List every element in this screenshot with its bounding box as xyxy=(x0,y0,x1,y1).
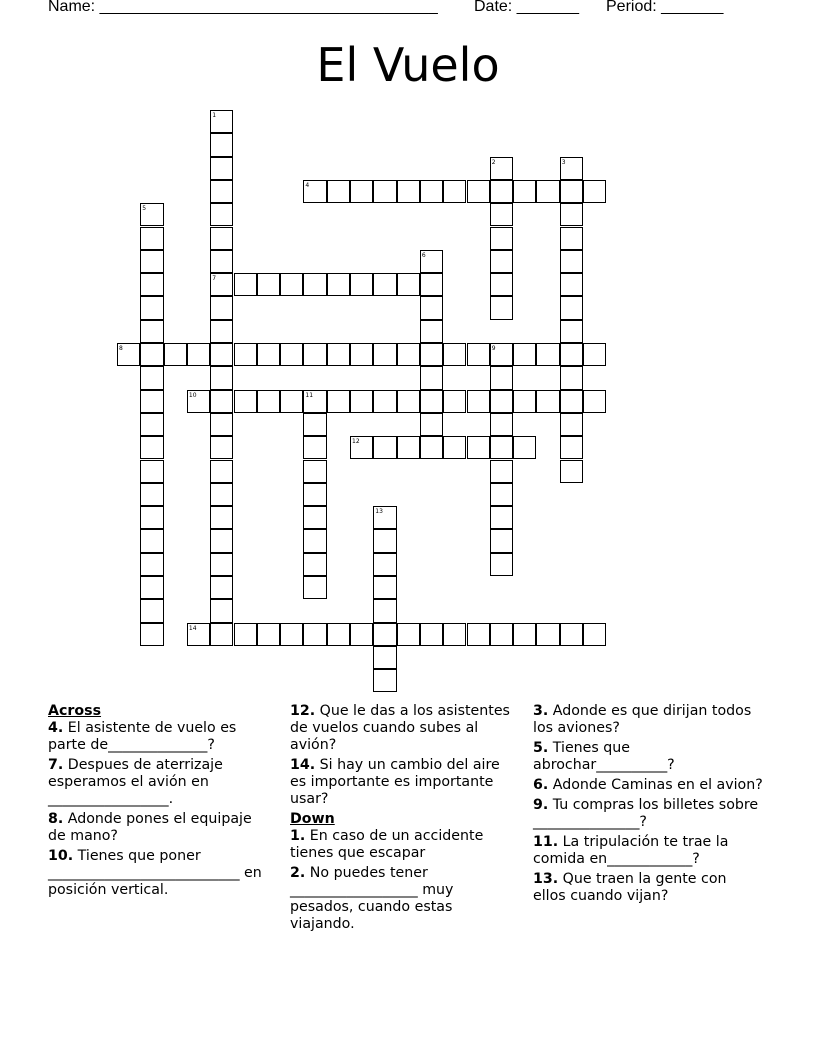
crossword-cell[interactable] xyxy=(350,390,373,413)
crossword-cell[interactable] xyxy=(350,436,373,459)
crossword-cell[interactable] xyxy=(467,180,490,203)
crossword-cell[interactable] xyxy=(490,623,513,646)
crossword-cell[interactable] xyxy=(373,390,396,413)
crossword-cell[interactable] xyxy=(210,227,233,250)
crossword-cell[interactable] xyxy=(490,390,513,413)
crossword-cell[interactable] xyxy=(140,460,163,483)
crossword-cell[interactable] xyxy=(397,390,420,413)
crossword-cell[interactable] xyxy=(490,157,513,180)
crossword-cell[interactable] xyxy=(420,623,443,646)
crossword-cell[interactable] xyxy=(560,296,583,319)
name-field-label: Name: ______________________________________ xyxy=(48,0,438,15)
crossword-cell[interactable] xyxy=(373,436,396,459)
crossword-cell[interactable] xyxy=(560,436,583,459)
clue-down-2: 2. No puedes tener __________________ muy pesados, cuando estas viajando. xyxy=(290,865,454,932)
crossword-cell[interactable] xyxy=(210,576,233,599)
crossword-cell[interactable] xyxy=(560,623,583,646)
crossword-cell[interactable] xyxy=(257,390,280,413)
crossword-cell[interactable] xyxy=(420,320,443,343)
crossword-cell[interactable] xyxy=(303,506,326,529)
crossword-cell[interactable] xyxy=(187,390,210,413)
crossword-cell[interactable] xyxy=(210,250,233,273)
crossword-cell[interactable] xyxy=(210,529,233,552)
crossword-cell[interactable] xyxy=(536,343,559,366)
crossword-cell[interactable] xyxy=(397,436,420,459)
crossword-cell[interactable] xyxy=(327,623,350,646)
crossword-cell[interactable] xyxy=(443,623,466,646)
clues-column-2 xyxy=(290,703,515,936)
crossword-cell[interactable] xyxy=(467,390,490,413)
crossword-cell[interactable] xyxy=(303,273,326,296)
clue-down-5: 5. Tienes que abrochar__________? xyxy=(533,740,675,773)
crossword-cell[interactable] xyxy=(536,390,559,413)
crossword-cell[interactable] xyxy=(140,576,163,599)
clues-column-3 xyxy=(533,703,763,908)
crossword-cell[interactable] xyxy=(397,343,420,366)
crossword-cell[interactable] xyxy=(373,273,396,296)
crossword-cell[interactable] xyxy=(280,623,303,646)
crossword-cell[interactable] xyxy=(210,343,233,366)
clue-down-9: 9. Tu compras los billetes sobre _______________? xyxy=(533,797,759,830)
crossword-cell[interactable] xyxy=(210,390,233,413)
crossword-cell[interactable] xyxy=(420,413,443,436)
crossword-cell[interactable] xyxy=(303,576,326,599)
crossword-cell[interactable] xyxy=(140,553,163,576)
crossword-cell[interactable] xyxy=(140,436,163,459)
clue-number: 1 xyxy=(212,112,217,119)
crossword-cell[interactable] xyxy=(140,296,163,319)
crossword-cell[interactable] xyxy=(560,343,583,366)
crossword-cell[interactable] xyxy=(373,623,396,646)
crossword-cell[interactable] xyxy=(420,366,443,389)
crossword-cell[interactable] xyxy=(420,250,443,273)
crossword-cell[interactable] xyxy=(420,296,443,319)
crossword-cell[interactable] xyxy=(140,203,163,226)
clue-number: 4 xyxy=(305,181,310,189)
crossword-cell[interactable] xyxy=(373,553,396,576)
crossword-cell[interactable] xyxy=(490,250,513,273)
down-heading: Down xyxy=(290,811,335,827)
crossword-cell[interactable] xyxy=(210,273,233,296)
crossword-cell[interactable] xyxy=(373,180,396,203)
crossword-cell[interactable] xyxy=(303,180,326,203)
crossword-cell[interactable] xyxy=(560,460,583,483)
crossword-cell[interactable] xyxy=(467,436,490,459)
clue-number: 11 xyxy=(305,391,314,399)
crossword-cell[interactable] xyxy=(443,343,466,366)
crossword-cell[interactable] xyxy=(513,180,536,203)
crossword-cell[interactable] xyxy=(490,296,513,319)
clue-down-1: 1. En caso de un accidente tienes que escapar xyxy=(290,828,484,861)
crossword-cell[interactable] xyxy=(560,390,583,413)
crossword-cell[interactable] xyxy=(397,623,420,646)
crossword-cell[interactable] xyxy=(490,180,513,203)
crossword-cell[interactable] xyxy=(210,436,233,459)
crossword-cell[interactable] xyxy=(140,320,163,343)
crossword-cell[interactable] xyxy=(420,343,443,366)
clue-down-6: 6. Adonde Caminas en el avion? xyxy=(533,777,763,793)
crossword-cell[interactable] xyxy=(350,623,373,646)
crossword-cell[interactable] xyxy=(536,180,559,203)
clue-number: 13 xyxy=(375,508,383,516)
crossword-cell[interactable] xyxy=(443,390,466,413)
crossword-cell[interactable] xyxy=(560,203,583,226)
crossword-cell[interactable] xyxy=(140,413,163,436)
crossword-cell[interactable] xyxy=(140,273,163,296)
crossword-cell[interactable] xyxy=(536,623,559,646)
crossword-cell[interactable] xyxy=(280,390,303,413)
crossword-cell[interactable] xyxy=(210,180,233,203)
crossword-cell[interactable] xyxy=(373,343,396,366)
crossword-cell[interactable] xyxy=(490,553,513,576)
crossword-cell[interactable] xyxy=(397,180,420,203)
crossword-cell[interactable] xyxy=(280,343,303,366)
crossword-cell[interactable] xyxy=(234,343,257,366)
crossword-cell[interactable] xyxy=(303,460,326,483)
crossword-cell[interactable] xyxy=(210,133,233,156)
clue-down-3: 3. Adonde es que dirijan todos los aviones? xyxy=(533,703,752,736)
clue-down-11: 11. La tripulación te trae la comida en____________? xyxy=(533,834,729,867)
crossword-cell[interactable] xyxy=(513,390,536,413)
clue-number: 9 xyxy=(491,345,496,352)
clue-across-14: 14. Si hay un cambio del aire es importante es importante usar? xyxy=(290,757,500,807)
clues-column-1 xyxy=(48,703,273,902)
crossword-cell[interactable] xyxy=(303,623,326,646)
across-heading: Across xyxy=(48,703,102,719)
crossword-cell[interactable] xyxy=(257,343,280,366)
clue-across-8: 8. Adonde pones el equipaje de mano? xyxy=(48,811,252,844)
crossword-cell[interactable] xyxy=(210,366,233,389)
crossword-cell[interactable] xyxy=(490,460,513,483)
crossword-cell[interactable] xyxy=(140,227,163,250)
crossword-cell[interactable] xyxy=(420,390,443,413)
crossword-cell[interactable] xyxy=(210,460,233,483)
crossword-cell[interactable] xyxy=(420,436,443,459)
crossword-cell[interactable] xyxy=(583,343,606,366)
clue-across-10: 10. Tienes que poner ___________________________ en posición vertical. xyxy=(48,848,262,898)
crossword-cell[interactable] xyxy=(327,180,350,203)
crossword-cell[interactable] xyxy=(327,343,350,366)
crossword-cell[interactable] xyxy=(210,599,233,622)
crossword-cell[interactable] xyxy=(210,553,233,576)
crossword-cell[interactable] xyxy=(513,436,536,459)
crossword-cell[interactable] xyxy=(140,623,163,646)
crossword-cell[interactable] xyxy=(560,273,583,296)
crossword-cell[interactable] xyxy=(303,436,326,459)
crossword-cell[interactable] xyxy=(210,157,233,180)
crossword-cell[interactable] xyxy=(210,623,233,646)
crossword-cell[interactable] xyxy=(350,343,373,366)
crossword-cell[interactable] xyxy=(210,413,233,436)
crossword-cell[interactable] xyxy=(373,576,396,599)
page-title: El Vuelo xyxy=(316,38,500,92)
clue-number: 6 xyxy=(421,251,426,259)
crossword-cell[interactable] xyxy=(350,273,373,296)
crossword-cell[interactable] xyxy=(373,646,396,669)
crossword-cell[interactable] xyxy=(140,250,163,273)
crossword-cell[interactable] xyxy=(373,529,396,552)
crossword-cell[interactable] xyxy=(140,599,163,622)
crossword-cell[interactable] xyxy=(210,203,233,226)
crossword-cell[interactable] xyxy=(560,180,583,203)
clue-number: 3 xyxy=(561,158,566,166)
crossword-cell[interactable] xyxy=(583,623,606,646)
crossword-cell[interactable] xyxy=(583,390,606,413)
crossword-cell[interactable] xyxy=(443,436,466,459)
crossword-cell[interactable] xyxy=(117,343,140,366)
date-field-label: Date: _______ xyxy=(474,0,579,15)
crossword-cell[interactable] xyxy=(490,203,513,226)
crossword-cell[interactable] xyxy=(234,390,257,413)
crossword-cell[interactable] xyxy=(210,296,233,319)
crossword-cell[interactable] xyxy=(583,180,606,203)
crossword-cell[interactable] xyxy=(490,273,513,296)
crossword-cell[interactable] xyxy=(257,623,280,646)
crossword-cell[interactable] xyxy=(490,366,513,389)
crossword-cell[interactable] xyxy=(140,366,163,389)
crossword-cell[interactable] xyxy=(490,529,513,552)
crossword-cell[interactable] xyxy=(303,413,326,436)
clue-across-12: 12. Que le das a los asistentes de vuelos cuando subes al avión? xyxy=(290,703,510,753)
crossword-cell[interactable] xyxy=(560,157,583,180)
crossword-cell[interactable] xyxy=(560,227,583,250)
crossword-cell[interactable] xyxy=(490,413,513,436)
crossword-cell[interactable] xyxy=(490,483,513,506)
crossword-cell[interactable] xyxy=(140,483,163,506)
crossword-cell[interactable] xyxy=(513,623,536,646)
clue-number: 7 xyxy=(212,275,217,283)
crossword-cell[interactable] xyxy=(560,320,583,343)
crossword-cell[interactable] xyxy=(327,390,350,413)
crossword-cell[interactable] xyxy=(467,623,490,646)
crossword-cell[interactable] xyxy=(303,390,326,413)
crossword-cell[interactable] xyxy=(187,343,210,366)
clue-number: 5 xyxy=(142,205,147,213)
crossword-cell[interactable] xyxy=(490,436,513,459)
crossword-cell[interactable] xyxy=(303,483,326,506)
crossword-cell[interactable] xyxy=(467,343,490,366)
crossword-cell[interactable] xyxy=(560,250,583,273)
clue-number: 10 xyxy=(188,391,197,399)
crossword-cell[interactable] xyxy=(257,273,280,296)
crossword-cell[interactable] xyxy=(560,366,583,389)
crossword-cell[interactable] xyxy=(420,273,443,296)
crossword-cell[interactable] xyxy=(350,180,373,203)
crossword-cell[interactable] xyxy=(140,343,163,366)
crossword-cell[interactable] xyxy=(140,390,163,413)
crossword-cell[interactable] xyxy=(210,506,233,529)
crossword-cell[interactable] xyxy=(490,343,513,366)
clue-number: 14 xyxy=(188,624,197,632)
period-field-label: Period: _______ xyxy=(606,0,724,15)
clue-across-4: 4. El asistente de vuelo es parte de______________? xyxy=(48,720,237,753)
clue-number: 12 xyxy=(352,438,360,446)
crossword-cell[interactable] xyxy=(490,227,513,250)
crossword-cell[interactable] xyxy=(210,110,233,133)
crossword-cell[interactable] xyxy=(420,180,443,203)
crossword-cell[interactable] xyxy=(443,180,466,203)
clue-number: 2 xyxy=(491,158,496,166)
crossword-cell[interactable] xyxy=(164,343,187,366)
crossword-cell[interactable] xyxy=(303,553,326,576)
crossword-cell[interactable] xyxy=(140,506,163,529)
crossword-cell[interactable] xyxy=(210,483,233,506)
crossword-cell[interactable] xyxy=(210,320,233,343)
clue-down-13: 13. Que traen la gente con ellos cuando vijan? xyxy=(533,871,727,904)
crossword-cell[interactable] xyxy=(373,599,396,622)
crossword-cell[interactable] xyxy=(303,529,326,552)
crossword-cell[interactable] xyxy=(373,669,396,692)
clue-across-7: 7. Despues de aterrizaje esperamos el avión en _________________. xyxy=(48,757,223,807)
crossword-cell[interactable] xyxy=(513,343,536,366)
crossword-cell[interactable] xyxy=(397,273,420,296)
crossword-cell[interactable] xyxy=(373,506,396,529)
crossword-cell[interactable] xyxy=(560,413,583,436)
clue-number: 8 xyxy=(119,345,123,352)
crossword-cell[interactable] xyxy=(140,529,163,552)
crossword-cell[interactable] xyxy=(303,343,326,366)
crossword-cell[interactable] xyxy=(187,623,210,646)
crossword-cell[interactable] xyxy=(280,273,303,296)
crossword-cell[interactable] xyxy=(234,273,257,296)
crossword-cell[interactable] xyxy=(490,506,513,529)
crossword-cell[interactable] xyxy=(234,623,257,646)
crossword-cell[interactable] xyxy=(327,273,350,296)
